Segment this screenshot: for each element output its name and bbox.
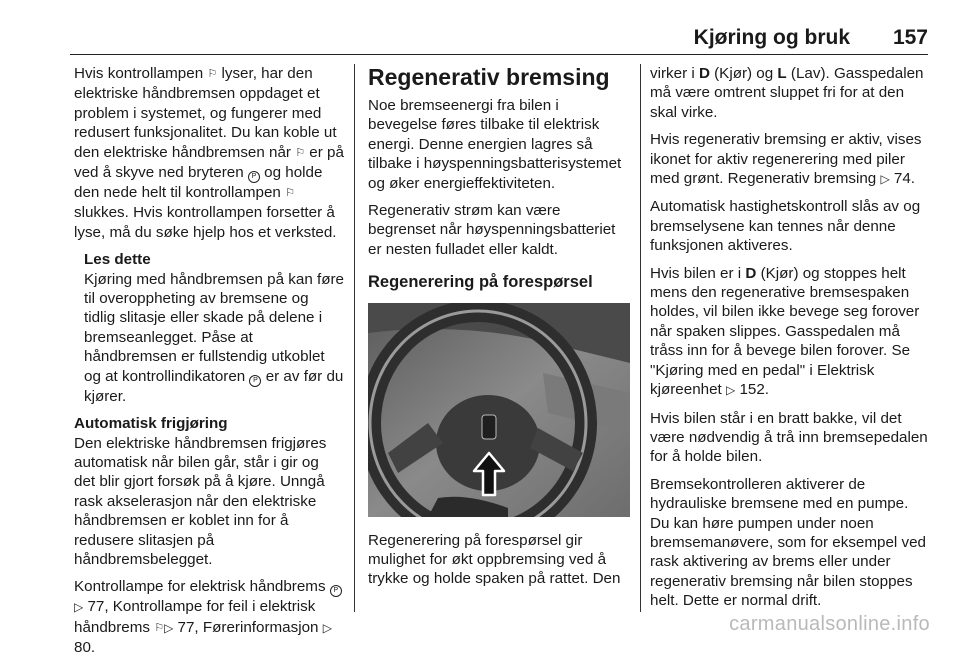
stop-paragraph: Hvis bilen er i D (Kjør) og stoppes helt mens den regenerative bremsespaken holdes, vil bilen ikke bevege seg forover når spaken slippes. Gasspedalen må tråss inn for å bevege bilen forover. Se "Kjøring med en pedal" i Elektrisk kjøreenhet ▷ 152. [650,264,930,401]
watermark: carmanualsonline.info [729,613,930,635]
header-rule [70,54,928,55]
column-2 [368,64,630,597]
notice-text: Kjøring med håndbremsen på kan føre til overoppheting av bremsene og tidlig slitasje eller skade på delene i bremseanlegget. Påse at håndbremsen er fullstendig utkoblet og at kontrollindikatoren P er av før du kjører. [84,270,345,405]
figure-caption: Regenerering på forespørsel gir mulighet for økt oppbremsing ved å trykke og holde spaken på rattet. Den [368,531,621,588]
column-3 [650,64,930,619]
pump-paragraph: Bremsekontrolleren aktiverer de hydrauliske bremsene med en pumpe. Du kan høre pumpen under noen bremsemanøvere, som for eksempel ved rask aktivering av brems eller under regenerativ bremsing når bilen stoppes helt. Dette er normal drift. [650,475,927,610]
page-ref-arrow-icon: ▷ [74,600,84,615]
column-divider [640,64,641,612]
page-header [70,26,928,52]
brake-warning-icon: ⚐ [207,68,218,80]
auto-release-heading: Automatisk frigjøring [74,415,228,433]
brake-warning-icon: ⚐ [295,146,306,159]
column-divider [354,64,355,612]
parking-brake-icon: P [249,375,261,387]
brake-warning-icon: ⚐ [285,187,295,200]
subsection-title: Regenerering på forespørsel [368,273,593,292]
regen-active-paragraph: Hvis regenerativ bremsing er aktiv, vises ikonet for aktiv regenerering med piler med grønt. Regenerativ bremsing ▷ 74. [650,130,930,189]
chapter-title: Kjøring og bruk [693,26,850,49]
auto-release-text: Den elektriske håndbremsen frigjøres automatisk når bilen går, står i gir og det blir gjort forsøk på å kjøre. Unngå rask akselerasjon når den elektriske håndbremsen er koblet inn for å redusere slitasjen på håndbremsbelegget. [74,434,327,568]
hill-paragraph: Hvis bilen står i en bratt bakke, vil det være nødvendig å trå inn bremsepedalen for å holde bilen. [650,409,928,466]
notice-box [84,250,344,406]
page-ref-arrow-icon: ▷ [725,383,736,398]
parking-brake-icon: P [248,171,260,183]
page-ref-arrow-icon: ▷ [880,172,890,187]
section-title: Regenerativ bremsing [368,64,610,90]
brake-fault-icon: ⚐ [154,621,165,634]
regen-intro: Noe bremseenergi fra bilen i bevegelse føres tilbake til elektrisk energi. Denne energien lagres så tilbake i høyspenningsbatterisystemet og øker energieffektiviteten. [368,97,622,192]
column-1 [74,64,344,666]
cruise-off-paragraph: Automatisk hastighetskontroll slås av og bremselysene kan tennes når denne funksjonen aktiveres. [650,198,921,255]
page-ref-arrow-icon: ▷ [164,620,174,635]
page-number: 157 [892,26,928,49]
notice-title: Les dette [84,251,151,269]
brake-warning-paragraph: Hvis kontrollampen ⚐ lyser, har den elektriske håndbremsen oppdaget et problem i systemet, og fungerer med redusert funksjonalitet. Du kan koble ut den elektriske håndbremsen når ⚐ er på ved å skyve ned bryteren P og holde den nede helt til kontrollampen ⚐ slukkes. Hvis kontrollampen forsetter å lyse, må du søke hjelp hos et verksted. [74,65,344,241]
references-paragraph: Kontrollampe for elektrisk håndbrems P ▷ 77, Kontrollampe for feil i elektrisk håndbrems ⚐▷ 77, Førerinformasjon ▷ 80. [74,577,344,657]
regen-limit: Regenerativ strøm kan være begrenset når høyspenningsbatteriet er nesten fulladet eller kaldt. [368,202,616,258]
page-ref-arrow-icon: ▷ [322,620,332,635]
parking-brake-icon: P [330,585,342,597]
steering-wheel-figure [368,303,630,517]
drive-mode-paragraph: virker i D (Kjør) og L (Lav). Gasspedalen må være omtrent sluppet fri for at den skal virke. [650,65,924,121]
